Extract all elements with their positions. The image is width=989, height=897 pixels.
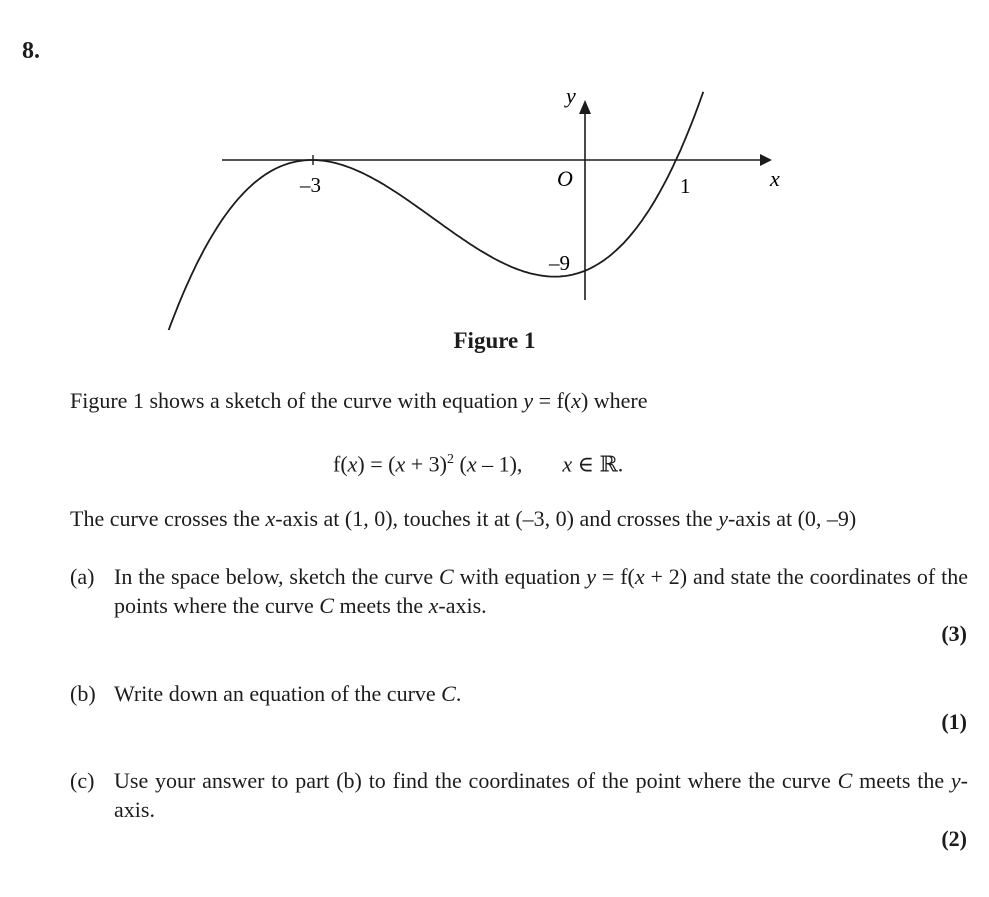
part-c <box>70 766 968 824</box>
part-c-marks: (2) <box>941 826 967 851</box>
label-neg9: –9 <box>549 251 570 275</box>
part-a-label: (a) <box>70 564 95 589</box>
part-a-text: In the space below, sketch the curve C with equation y = f(x + 2) and state the coordinates of the points where the curve C meets the x-axis. <box>114 564 968 618</box>
curve-f <box>89 92 703 330</box>
y-axis-arrowhead <box>579 100 591 114</box>
x-axis-label: x <box>770 166 780 191</box>
part-b <box>70 679 968 708</box>
part-b-text: Write down an equation of the curve C. <box>114 681 462 706</box>
part-a <box>70 562 968 620</box>
label-one: 1 <box>680 174 691 198</box>
question-number: 8. <box>22 38 40 64</box>
part-c-label: (c) <box>70 768 95 793</box>
x-axis-arrowhead <box>760 154 772 166</box>
part-c-text: Use your answer to part (b) to find the coordinates of the point where the curve C meets the y-axis. <box>114 768 968 822</box>
label-neg3: –3 <box>300 173 321 197</box>
part-a-marks: (3) <box>941 621 967 646</box>
figure-1-graph <box>0 0 989 330</box>
curve-statement: The curve crosses the x-axis at (1, 0), touches it at (–3, 0) and crosses the y-axis at (0, –9) <box>70 506 857 531</box>
intro-text: Figure 1 shows a sketch of the curve with equation y = f(x) where <box>70 388 648 413</box>
figure-caption: Figure 1 <box>453 328 536 353</box>
function-equation: $f(x) = (x + 3)^2$ (x – 1), x ∈ ℝ. <box>333 451 624 477</box>
part-b-marks: (1) <box>941 709 967 734</box>
part-b-label: (b) <box>70 681 96 706</box>
y-axis-label: y <box>566 83 576 108</box>
origin-label: O <box>557 166 573 191</box>
